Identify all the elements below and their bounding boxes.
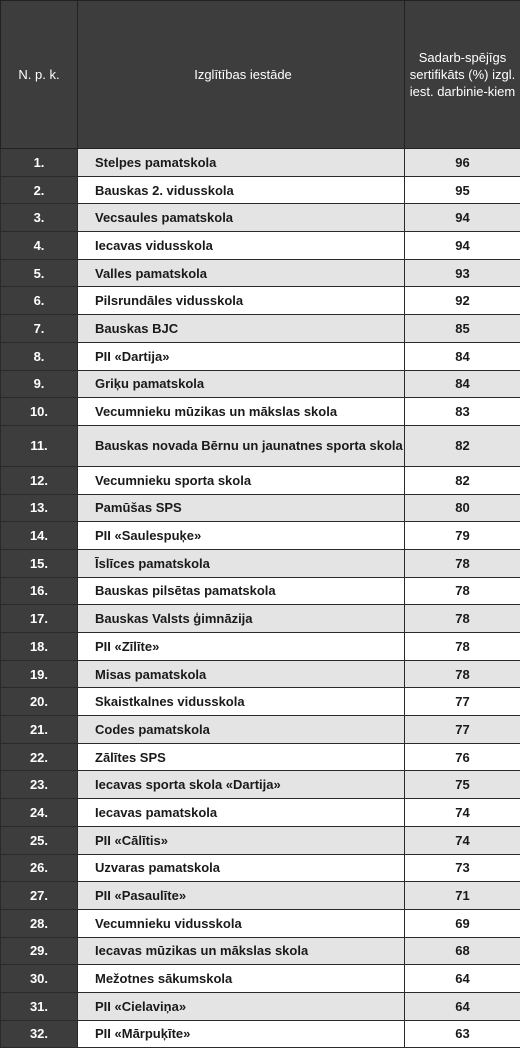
row-number: 13. [1, 494, 78, 522]
certificate-percent: 74 [405, 826, 520, 854]
row-number: 9. [1, 370, 78, 398]
table-row [1, 1020, 520, 1048]
institution-name: Vecumnieku vidusskola [78, 909, 405, 937]
institution-name: Bauskas novada Bērnu un jaunatnes sporta skola [78, 425, 405, 466]
certificate-percent: 64 [405, 965, 520, 993]
certificate-percent: 78 [405, 633, 520, 661]
table-row [1, 315, 520, 343]
institution-name: Pilsrundāles vidusskola [78, 287, 405, 315]
row-number: 21. [1, 716, 78, 744]
certificate-percent: 92 [405, 287, 520, 315]
certificate-percent: 95 [405, 176, 520, 204]
row-number: 15. [1, 549, 78, 577]
institution-name: Iecavas pamatskola [78, 799, 405, 827]
header-row [1, 1, 520, 149]
institution-name: Pamūšas SPS [78, 494, 405, 522]
institution-name: PII «Saulespuķe» [78, 522, 405, 550]
table-row [1, 176, 520, 204]
table-row [1, 549, 520, 577]
table-row [1, 149, 520, 177]
institution-name: Uzvaras pamatskola [78, 854, 405, 882]
header-certificate-percent: Sadarb-spējīgs sertifikāts (%) izgl. iest. darbinie-kiem [405, 1, 520, 149]
header-number: N. p. k. [1, 1, 78, 149]
certificate-percent: 94 [405, 232, 520, 260]
table-row [1, 854, 520, 882]
table-row [1, 494, 520, 522]
certificate-percent: 74 [405, 799, 520, 827]
institution-name: Vecsaules pamatskola [78, 204, 405, 232]
certificate-percent: 82 [405, 425, 520, 466]
institution-name: Iecavas sporta skola «Dartija» [78, 771, 405, 799]
certificate-percent: 77 [405, 688, 520, 716]
row-number: 26. [1, 854, 78, 882]
institution-name: Vecumnieku mūzikas un mākslas skola [78, 398, 405, 426]
row-number: 28. [1, 909, 78, 937]
table-header [1, 1, 520, 149]
row-number: 19. [1, 660, 78, 688]
row-number: 5. [1, 259, 78, 287]
row-number: 18. [1, 633, 78, 661]
table-row [1, 771, 520, 799]
row-number: 12. [1, 466, 78, 494]
certificate-percent: 84 [405, 370, 520, 398]
row-number: 11. [1, 425, 78, 466]
row-number: 4. [1, 232, 78, 260]
institution-name: Iecavas mūzikas un mākslas skola [78, 937, 405, 965]
institution-name: Bauskas 2. vidusskola [78, 176, 405, 204]
certificate-percent: 68 [405, 937, 520, 965]
certificate-percent: 78 [405, 577, 520, 605]
table-row [1, 204, 520, 232]
row-number: 10. [1, 398, 78, 426]
certificate-percent: 80 [405, 494, 520, 522]
table-row [1, 425, 520, 466]
institution-name: Skaistkalnes vidusskola [78, 688, 405, 716]
row-number: 30. [1, 965, 78, 993]
institution-name: Bauskas BJC [78, 315, 405, 343]
table-row [1, 370, 520, 398]
row-number: 20. [1, 688, 78, 716]
table-row [1, 577, 520, 605]
table-row [1, 287, 520, 315]
table-row [1, 826, 520, 854]
table-row [1, 909, 520, 937]
table-row [1, 992, 520, 1020]
certificate-percent: 77 [405, 716, 520, 744]
institution-name: Īslīces pamatskola [78, 549, 405, 577]
certificate-percent: 64 [405, 992, 520, 1020]
table-row [1, 232, 520, 260]
institution-name: Codes pamatskola [78, 716, 405, 744]
certificate-percent: 82 [405, 466, 520, 494]
row-number: 7. [1, 315, 78, 343]
row-number: 8. [1, 342, 78, 370]
row-number: 22. [1, 743, 78, 771]
table-row [1, 259, 520, 287]
row-number: 27. [1, 882, 78, 910]
table-row [1, 522, 520, 550]
row-number: 25. [1, 826, 78, 854]
institution-name: PII «Cālītis» [78, 826, 405, 854]
institution-name: PII «Cielaviņa» [78, 992, 405, 1020]
table-row [1, 398, 520, 426]
table-row [1, 799, 520, 827]
table-row [1, 937, 520, 965]
institution-name: Zālītes SPS [78, 743, 405, 771]
certificate-percent: 93 [405, 259, 520, 287]
institution-name: Misas pamatskola [78, 660, 405, 688]
table-row [1, 466, 520, 494]
row-number: 32. [1, 1020, 78, 1048]
institution-name: Valles pamatskola [78, 259, 405, 287]
certificate-percent: 79 [405, 522, 520, 550]
table-row [1, 605, 520, 633]
table-row [1, 633, 520, 661]
certificate-percent: 71 [405, 882, 520, 910]
row-number: 14. [1, 522, 78, 550]
certificate-percent: 85 [405, 315, 520, 343]
table-body [1, 149, 520, 1048]
certificate-percent: 78 [405, 549, 520, 577]
certificate-percent: 63 [405, 1020, 520, 1048]
institution-name: Vecumnieku sporta skola [78, 466, 405, 494]
row-number: 24. [1, 799, 78, 827]
institution-name: Mežotnes sākumskola [78, 965, 405, 993]
certificate-percent: 78 [405, 660, 520, 688]
table-row [1, 743, 520, 771]
institution-name: PII «Dartija» [78, 342, 405, 370]
table-row [1, 716, 520, 744]
row-number: 3. [1, 204, 78, 232]
header-institution: Izglītības iestāde [78, 1, 405, 149]
certificate-percent: 94 [405, 204, 520, 232]
row-number: 31. [1, 992, 78, 1020]
institution-name: Griķu pamatskola [78, 370, 405, 398]
certificate-percent: 75 [405, 771, 520, 799]
table-row [1, 965, 520, 993]
table-row [1, 688, 520, 716]
row-number: 6. [1, 287, 78, 315]
row-number: 29. [1, 937, 78, 965]
row-number: 23. [1, 771, 78, 799]
row-number: 16. [1, 577, 78, 605]
certificate-percent: 76 [405, 743, 520, 771]
institution-name: Iecavas vidusskola [78, 232, 405, 260]
institution-name: Bauskas pilsētas pamatskola [78, 577, 405, 605]
certificate-percent: 96 [405, 149, 520, 177]
certificate-percent: 84 [405, 342, 520, 370]
certificate-percent: 73 [405, 854, 520, 882]
table-row [1, 342, 520, 370]
table-row [1, 660, 520, 688]
row-number: 1. [1, 149, 78, 177]
row-number: 17. [1, 605, 78, 633]
institution-name: PII «Pasaulīte» [78, 882, 405, 910]
certificate-percent: 83 [405, 398, 520, 426]
certificate-percent: 78 [405, 605, 520, 633]
row-number: 2. [1, 176, 78, 204]
institution-name: PII «Zīlīte» [78, 633, 405, 661]
institution-name: Stelpes pamatskola [78, 149, 405, 177]
table-row [1, 882, 520, 910]
institution-name: PII «Mārpuķīte» [78, 1020, 405, 1048]
institution-name: Bauskas Valsts ģimnāzija [78, 605, 405, 633]
certificate-percent: 69 [405, 909, 520, 937]
